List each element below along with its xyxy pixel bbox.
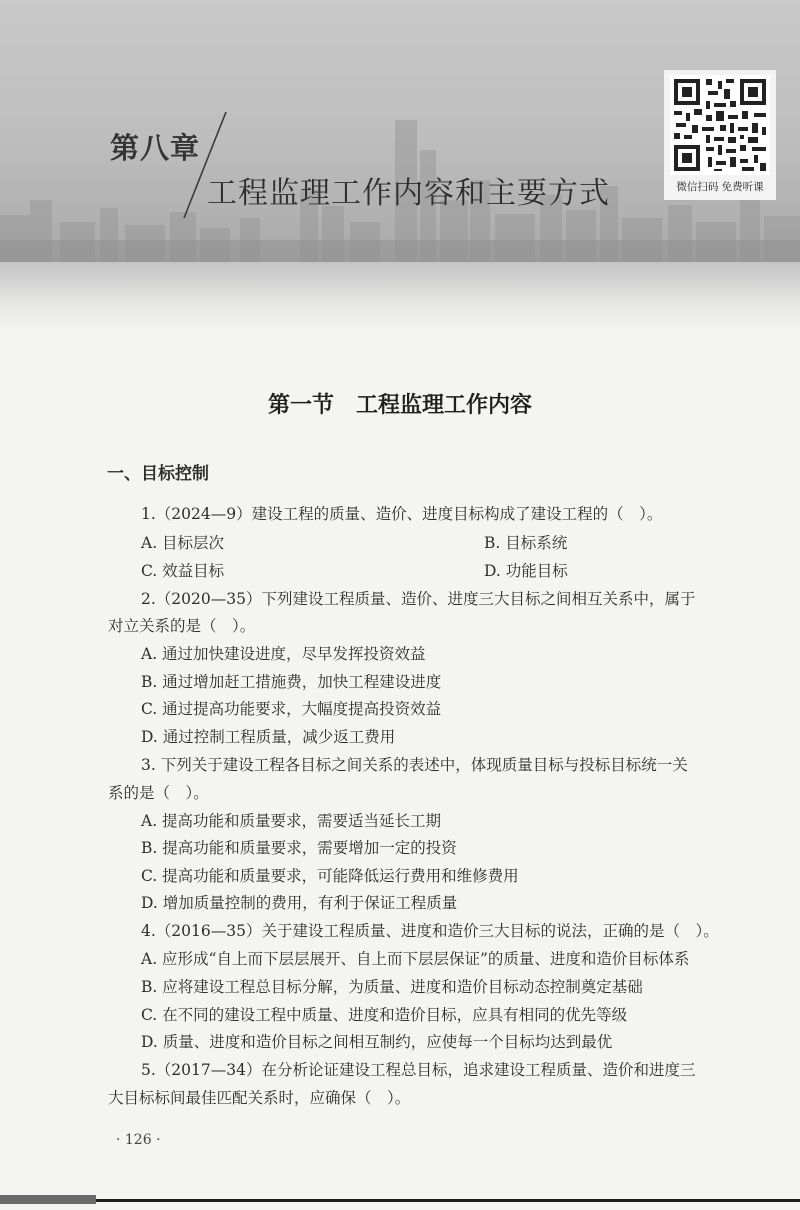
question-1-option-d: D. 功能目标 (484, 562, 568, 580)
chapter-number: 第八章 (110, 131, 201, 165)
question-1-option-b: B. 目标系统 (484, 534, 568, 552)
question-3-stem-line-2: 系的是（ ）。 (108, 784, 209, 802)
question-3-option-a: A. 提高功能和质量要求，需要适当延长工期 (141, 812, 442, 830)
question-4-stem: 4.（2016—35）关于建设工程质量、进度和造价三大目标的说法，正确的是（ ）。 (141, 922, 719, 940)
question-2-stem-line-1: 2.（2020—35）下列建设工程质量、造价、进度三大目标之间相互关系中，属于 (141, 590, 696, 608)
chapter-title: 工程监理工作内容和主要方式 (207, 176, 610, 211)
section-title: 第一节 工程监理工作内容 (267, 393, 532, 418)
qr-code-icon (670, 75, 770, 175)
question-4-option-a: A. 应形成“自上而下层层展开、自上而下层层保证”的质量、进度和造价目标体系 (141, 950, 690, 968)
footer-rule (0, 1191, 800, 1210)
question-5-stem-line-2: 大目标标间最佳匹配关系时，应确保（ ）。 (108, 1089, 411, 1107)
question-1-option-c: C. 效益目标 (141, 562, 225, 580)
question-3-option-c: C. 提高功能和质量要求，可能降低运行费用和维修费用 (141, 867, 519, 885)
page-number: · 126 · (116, 1132, 161, 1148)
question-3-option-d: D. 增加质量控制的费用，有利于保证工程质量 (141, 894, 458, 912)
question-5-stem-line-1: 5.（2017—34）在分析论证建设工程总目标，追求建设工程质量、造价和进度三 (141, 1061, 696, 1079)
question-1-option-a: A. 目标层次 (141, 534, 225, 552)
question-4-option-b: B. 应将建设工程总目标分解，为质量、进度和造价目标动态控制奠定基础 (141, 978, 643, 996)
question-2-option-c: C. 通过提高功能要求，大幅度提高投资效益 (141, 700, 442, 718)
subsection-heading: 一、目标控制 (107, 464, 209, 484)
qr-code-panel[interactable] (664, 70, 776, 200)
banner-fade (0, 262, 800, 332)
question-3-option-b: B. 提高功能和质量要求，需要增加一定的投资 (141, 839, 457, 857)
question-2-stem-line-2: 对立关系的是（ ）。 (108, 617, 256, 635)
question-4-option-d: D. 质量、进度和造价目标之间相互制约，应使每一个目标均达到最优 (141, 1033, 613, 1051)
footer-rule-thin (96, 1199, 800, 1202)
qr-caption: 微信扫码 免费听课 (676, 181, 764, 193)
question-4-option-c: C. 在不同的建设工程中质量、进度和造价目标，应具有相同的优先等级 (141, 1006, 628, 1024)
question-2-option-a: A. 通过加快建设进度，尽早发挥投资效益 (141, 645, 426, 663)
question-1-stem: 1.（2024—9）建设工程的质量、造价、进度目标构成了建设工程的（ ）。 (141, 505, 663, 523)
footer-rule-thick (0, 1195, 96, 1204)
question-2-option-b: B. 通过增加赶工措施费，加快工程建设进度 (141, 673, 442, 691)
question-3-stem-line-1: 3. 下列关于建设工程各目标之间关系的表述中，体现质量目标与投标目标统一关 (141, 756, 688, 774)
question-2-option-d: D. 通过控制工程质量，减少返工费用 (141, 728, 396, 746)
